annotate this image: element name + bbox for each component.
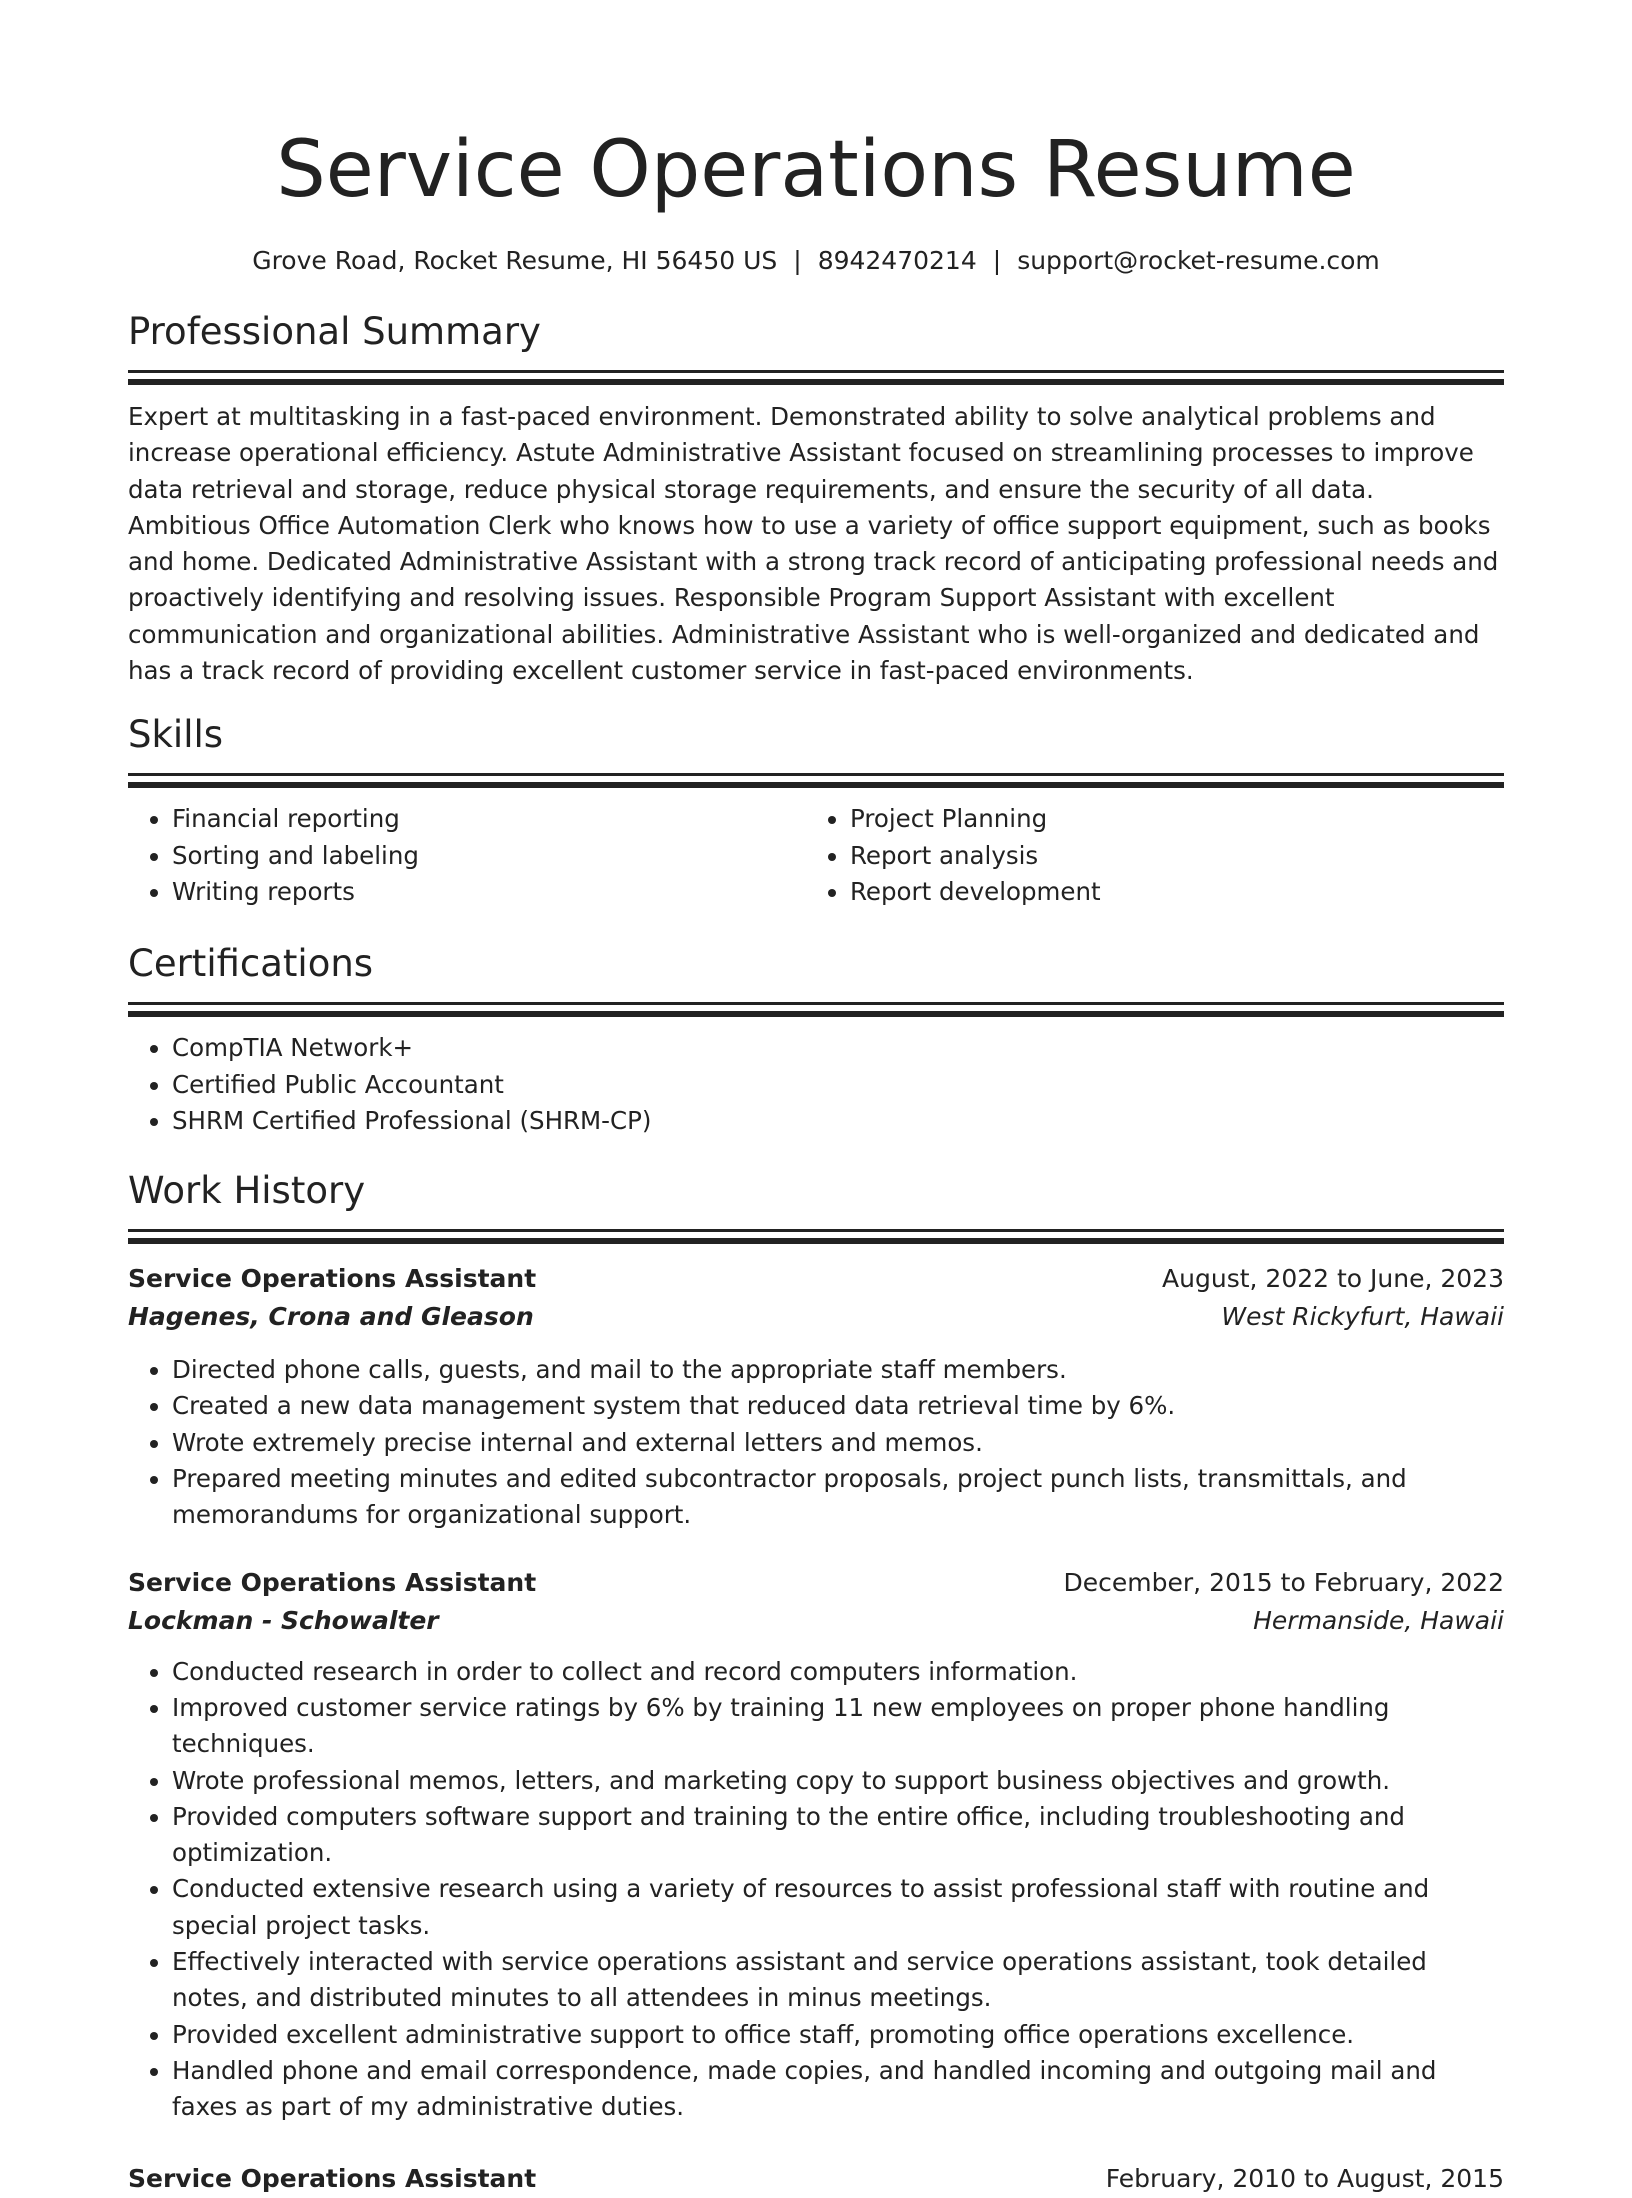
section-divider xyxy=(128,773,1504,776)
job-title: Service Operations Assistant xyxy=(128,2163,537,2193)
contact-email: support@rocket-resume.com xyxy=(1017,246,1380,275)
job-location: Hermanside, Hawaii xyxy=(1253,1605,1504,1635)
skills-grid xyxy=(128,801,1504,910)
work-history-heading: Work History xyxy=(128,1169,366,1213)
job-bullet: • Conducted extensive research using a variety of resources to assist professional staff with routine and special project tasks. xyxy=(172,1871,1504,1944)
job-bullet: • Provided excellent administrative support to office staff, promoting office operations excellence. xyxy=(172,2017,1504,2053)
job-bullet: • Prepared meeting minutes and edited subcontractor proposals, project punch lists, transmittals, and memorandums for organizational support. xyxy=(172,1461,1504,1534)
job-company: Hagenes, Crona and Gleason xyxy=(128,1302,534,1332)
resume-title: Service Operations Resume xyxy=(276,125,1356,215)
contact-address: Grove Road, Rocket Resume, HI 56450 US xyxy=(252,246,778,275)
section-divider xyxy=(128,370,1504,373)
skill-item: • Writing reports xyxy=(172,874,806,910)
certification-item: • CompTIA Network+ xyxy=(172,1030,1504,1066)
job-dates: February, 2010 to August, 2015 xyxy=(1105,2163,1504,2193)
job-header-row xyxy=(128,1260,1504,1298)
skills-section xyxy=(128,711,1504,910)
certification-item: • SHRM Certified Professional (SHRM-CP) xyxy=(172,1103,1504,1139)
job-bullet: • Wrote professional memos, letters, and marketing copy to support business objectives and growth. xyxy=(172,1763,1504,1799)
job-entry xyxy=(128,1260,1504,1533)
job-bullet: • Created a new data management system that reduced data retrieval time by 6%. xyxy=(172,1388,1504,1424)
section-divider-thick xyxy=(128,782,1504,788)
work-history-section xyxy=(128,1167,1504,2197)
job-title: Service Operations Assistant xyxy=(128,1264,537,1294)
job-company-row xyxy=(128,1298,1504,1336)
contact-separator: | xyxy=(793,246,802,275)
skill-item: • Report development xyxy=(850,874,1484,910)
section-divider xyxy=(128,1002,1504,1005)
job-header-row xyxy=(128,2160,1504,2198)
summary-heading: Professional Summary xyxy=(128,310,541,353)
skill-item: • Project Planning xyxy=(850,801,1484,837)
job-company-row xyxy=(128,1602,1504,1640)
section-divider-thick xyxy=(128,379,1504,385)
job-company: Lockman - Schowalter xyxy=(128,1605,439,1635)
skills-column-left xyxy=(128,801,806,910)
summary-section xyxy=(128,308,1504,689)
section-divider-thick xyxy=(128,1238,1504,1244)
job-bullet: • Wrote extremely precise internal and external letters and memos. xyxy=(172,1425,1504,1461)
job-bullet: • Directed phone calls, guests, and mail to the appropriate staff members. xyxy=(172,1352,1504,1388)
skill-item: • Report analysis xyxy=(850,838,1484,874)
contact-separator: | xyxy=(992,246,1002,275)
job-location: West Rickyfurt, Hawaii xyxy=(1221,1302,1504,1332)
summary-text: Expert at multitasking in a fast-paced environment. Demonstrated ability to solve analytical problems and increase operational efficiency. Astute Administrative Assistant focused on streamlining processes to improve data retrieval and storage, reduce physical storage requirements, and ensure the security of all data. Ambitious Office Automation Clerk who knows how to use a variety of office support equipment, such as books and home. Dedicated Administrative Assistant with a strong track record of anticipating professional needs and proactively identifying and resolving issues. Responsible Program Support Assistant with excellent communication and organizational abilities. Administrative Assistant who is well-organized and dedicated and has a track record of providing excellent customer service in fast-paced environments. xyxy=(128,402,1499,686)
certifications-section xyxy=(128,940,1504,1139)
contact-phone: 8942470214 xyxy=(817,246,977,275)
section-divider xyxy=(128,1229,1504,1232)
job-title: Service Operations Assistant xyxy=(128,1567,537,1597)
section-divider-thick xyxy=(128,1011,1504,1017)
skill-item: • Financial reporting xyxy=(172,801,806,837)
job-dates: August, 2022 to June, 2023 xyxy=(1162,1264,1504,1294)
skills-heading: Skills xyxy=(128,713,224,757)
skills-column-right xyxy=(806,801,1484,910)
job-bullet: • Conducted research in order to collect and record computers information. xyxy=(172,1654,1504,1690)
job-bullet: • Improved customer service ratings by 6% by training 11 new employees on proper phone handling techniques. xyxy=(172,1690,1504,1763)
job-entry xyxy=(128,2160,1504,2198)
job-dates: December, 2015 to February, 2022 xyxy=(1063,1567,1504,1597)
job-bullet: • Provided computers software support and training to the entire office, including troubleshooting and optimization. xyxy=(172,1799,1504,1872)
resume-page xyxy=(128,0,1504,2198)
contact-line xyxy=(128,244,1504,278)
job-bullet: • Handled phone and email correspondence, made copies, and handled incoming and outgoing mail and faxes as part of my administrative duties. xyxy=(172,2053,1504,2126)
skill-item: • Sorting and labeling xyxy=(172,838,806,874)
job-header-row xyxy=(128,1564,1504,1602)
certifications-heading: Certifications xyxy=(128,942,374,986)
certification-item: • Certified Public Accountant xyxy=(172,1067,1504,1103)
job-bullet: • Effectively interacted with service operations assistant and service operations assistant, took detailed notes, and distributed minutes to all attendees in minus meetings. xyxy=(172,1944,1504,2017)
job-entry xyxy=(128,1564,1504,2126)
